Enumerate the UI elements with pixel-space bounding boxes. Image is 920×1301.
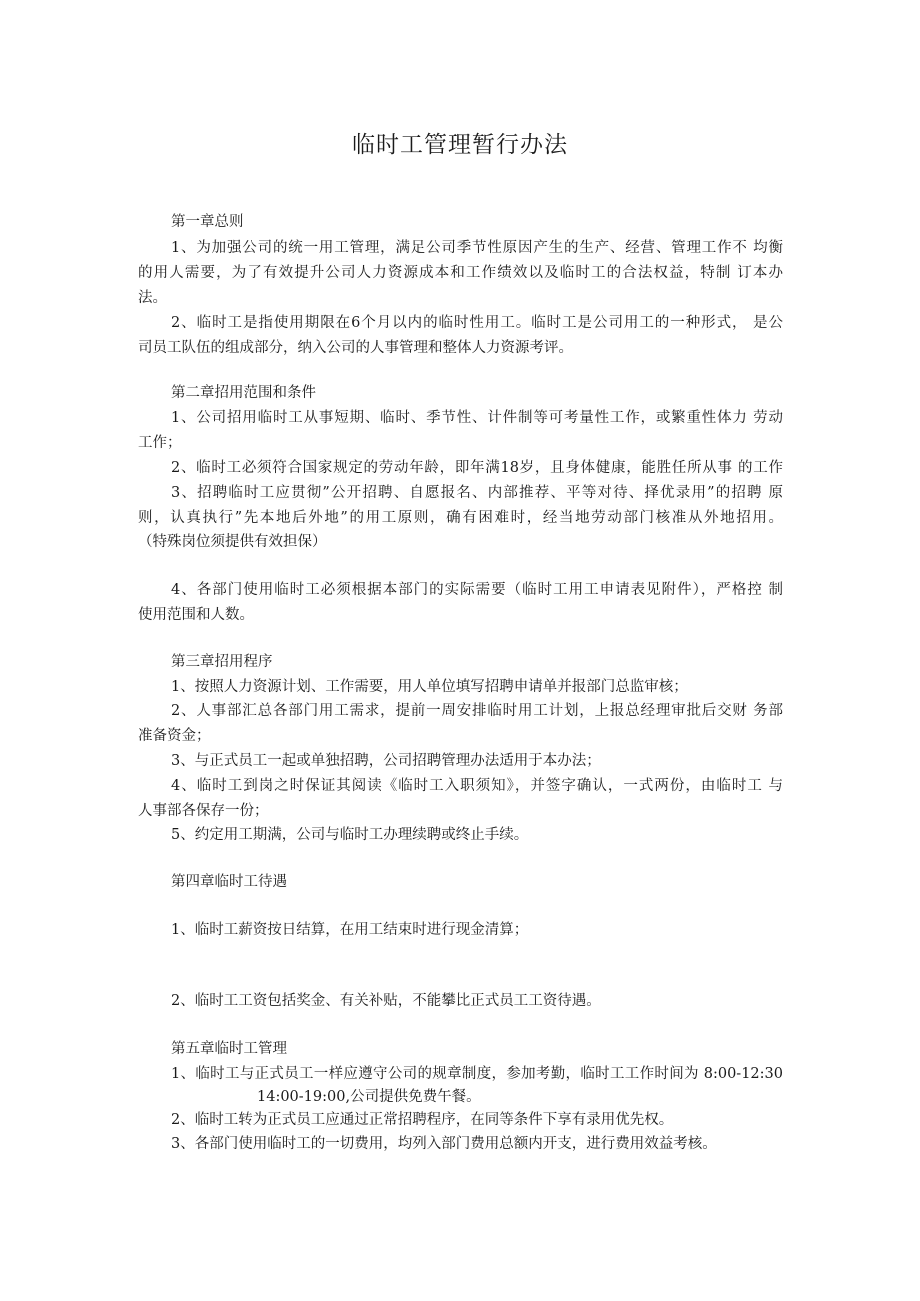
- paragraph-line: 5、约定用工期满，公司与临时工办理续聘或终止手续。: [171, 827, 529, 843]
- paragraph-line: 使用范围和人数。: [138, 607, 254, 623]
- paragraph-line: 14:00-19:00,公司提供免费午餐。: [257, 1089, 481, 1105]
- paragraph-line: 人事部各保存一份；: [138, 803, 269, 819]
- paragraph-line: 工作；: [138, 435, 182, 451]
- paragraph-line: 1、为加强公司的统一用工管理，满足公司季节性原因产生的生产、经营、管理工作不 均衡: [171, 240, 783, 256]
- paragraph-line: 3、招聘临时工应贯彻”公开招聘、自愿报名、内部推荐、平等对待、择优录用”的招聘 原: [171, 485, 783, 501]
- paragraph-line: 司员工队伍的组成部分，纳入公司的人事管理和整体人力资源考评。: [138, 340, 573, 356]
- paragraph-line: 1、临时工与正式员工一样应遵守公司的规章制度，参加考勤，临时工工作时间为 8:00-12:30: [171, 1066, 783, 1082]
- chapter-4-heading: 第四章临时工待遇: [171, 874, 287, 890]
- paragraph-line: 3、与正式员工一起或单独招聘，公司招聘管理办法适用于本办法；: [171, 753, 601, 769]
- document-title: 临时工管理暂行办法: [352, 132, 568, 158]
- chapter-2-heading: 第二章招用范围和条件: [171, 385, 316, 401]
- paragraph-line: 1、公司招用临时工从事短期、临时、季节性、计件制等可考量性工作，或繁重性体力 劳动: [171, 410, 783, 426]
- paragraph-line: 3、各部门使用临时工的一切费用，均列入部门费用总额内开支，进行费用效益考核。: [171, 1136, 717, 1152]
- paragraph-line: 准备资金；: [138, 728, 211, 744]
- paragraph-line: 2、临时工转为正式员工应通过正常招聘程序，在同等条件下享有录用优先权。: [171, 1112, 674, 1128]
- paragraph-line: 2、临时工是指使用期限在6个月以内的临时性用工。临时工是公司用工的一种形式， 是公: [171, 315, 783, 331]
- paragraph-line: 1、按照人力资源计划、工作需要，用人单位填写招聘申请单并报部门总监审核；: [171, 679, 688, 695]
- paragraph-line: 的用人需要，为了有效提升公司人力资源成本和工作绩效以及临时工的合法权益，特制 订本办: [138, 265, 783, 281]
- chapter-3-heading: 第三章招用程序: [171, 654, 273, 670]
- paragraph-line: 2、人事部汇总各部门用工需求，提前一周安排临时用工计划，上报总经理审批后交财 务部: [171, 703, 783, 719]
- paragraph-line: 4、临时工到岗之时保证其阅读《临时工入职须知》，并签字确认，一式两份，由临时工 与: [171, 778, 783, 794]
- paragraph-line: （特殊岗位须提供有效担保）: [138, 534, 327, 550]
- paragraph-line: 4、各部门使用临时工必须根据本部门的实际需要（临时工用工申请表见附件），严格控 制: [171, 582, 783, 598]
- chapter-5-heading: 第五章临时工管理: [171, 1041, 287, 1057]
- paragraph-line: 2、临时工必须符合国家规定的劳动年龄，即年满18岁，且身体健康，能胜任所从事 的工作: [171, 460, 783, 476]
- paragraph-line: 2、临时工工资包括奖金、有关补贴，不能攀比正式员工工资待遇。: [171, 993, 601, 1009]
- paragraph-line: 法。: [138, 290, 167, 306]
- chapter-1-heading: 第一章总则: [171, 214, 244, 230]
- paragraph-line: 则，认真执行”先本地后外地”的用工原则，确有困难时，经当地劳动部门核准从外地招用。: [138, 510, 783, 526]
- paragraph-line: 1、临时工薪资按日结算，在用工结束时进行现金清算；: [171, 922, 529, 938]
